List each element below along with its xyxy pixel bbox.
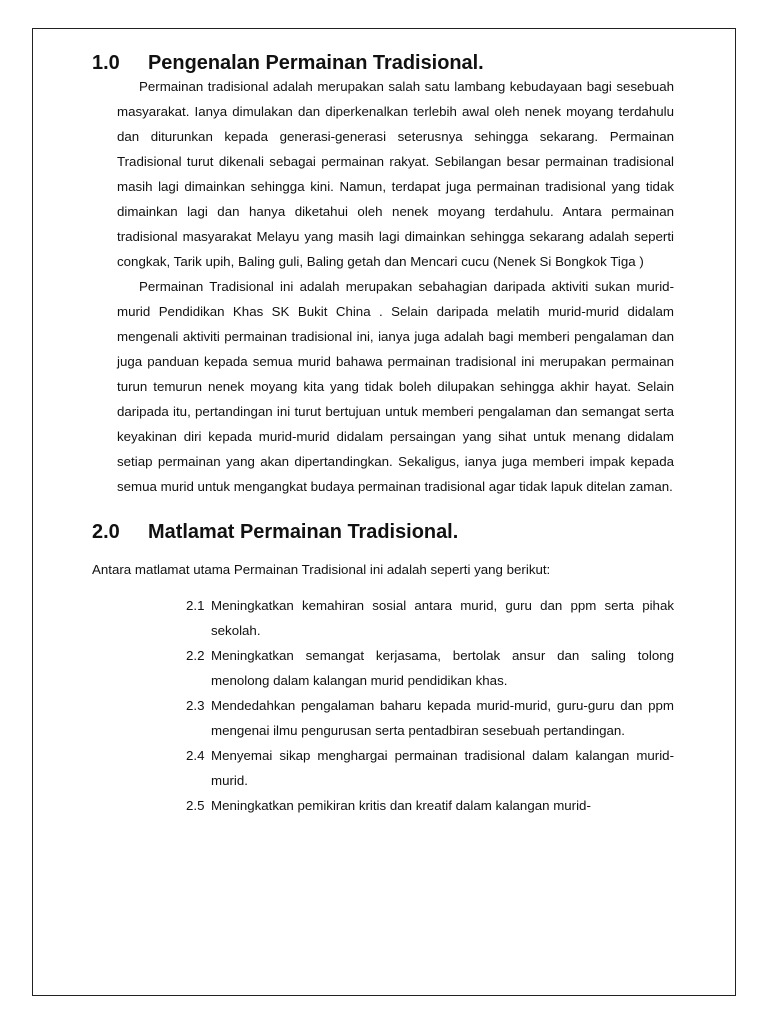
list-item [186,743,674,793]
document-body [92,52,674,818]
item-number: 2.3 [186,698,205,713]
item-text: Mendedahkan pengalaman baharu kepada murid-murid, guru-guru dan ppm mengenai ilmu pengurusan serta pentadbiran sesebuah pertandingan. [211,698,674,738]
list-item [186,793,674,818]
list-item [186,593,674,643]
objectives-list [186,593,674,818]
section-title: Matlamat Permainan Tradisional. [148,521,459,543]
section-intro: Antara matlamat utama Permainan Tradisional ini adalah seperti yang berikut: [92,562,551,577]
item-text: Meningkatkan semangat kerjasama, bertolak ansur dan saling tolong menolong dalam kalangan murid pendidikan khas. [211,648,674,688]
item-number: 2.4 [186,748,205,763]
paragraph: Permainan tradisional adalah merupakan salah satu lambang kebudayaan bagi sesebuah masyarakat. Ianya dimulakan dan diperkenalkan terlebih awal oleh nenek moyang terdahulu dan diturunkan kepada generasi-generasi seterusnya sehingga sekarang. Permainan Tradisional turut dikenali sebagai permainan rakyat. Sebilangan besar permainan tradisional masih lagi dimainkan sehingga kini. Namun, terdapat juga permainan tradisional yang tidak dimainkan lagi dan hanya diketahui oleh nenek moyang terdahulu. Antara permainan tradisional masyarakat Melayu yang masih lagi dimainkan sehingga sekarang adalah seperti congkak, Tarik upih, Baling guli, Baling getah dan Mencari cucu (Nenek Si Bongkok Tiga ) [117,79,674,269]
list-item [186,693,674,743]
paragraph: Permainan Tradisional ini adalah merupakan sebahagian daripada aktiviti sukan murid-murid Pendidikan Khas SK Bukit China . Selain daripada melatih murid-murid didalam mengenali aktiviti permainan tradisional ini, ianya juga adalah bagi memberi pengalaman dan juga panduan kepada semua murid bahawa permainan tradisional ini merupakan permainan turun temurun nenek moyang kita yang tidak boleh dilupakan sehingga akhir hayat. Selain daripada itu, pertandingan ini turut bertujuan untuk memberi pengalaman dan semangat serta keyakinan diri kepada murid-murid didalam persaingan yang sihat untuk menang didalam setiap permainan yang akan dipertandingkan. Sekaligus, ianya juga memberi impak kepada semua murid untuk mengangkat budaya permainan tradisional agar tidak lapuk ditelan zaman. [117,279,674,494]
section-2-heading [92,521,674,543]
section-number: 2.0 [92,521,120,543]
item-text: Meningkatkan pemikiran kritis dan kreatif dalam kalangan murid- [211,798,591,813]
list-item [186,643,674,693]
item-number: 2.2 [186,648,205,663]
item-number: 2.5 [186,798,205,813]
item-text: Meningkatkan kemahiran sosial antara murid, guru dan ppm serta pihak sekolah. [211,598,674,638]
item-number: 2.1 [186,598,205,613]
section-number: 1.0 [92,52,120,74]
item-text: Menyemai sikap menghargai permainan tradisional dalam kalangan murid-murid. [211,748,674,788]
section-title: Pengenalan Permainan Tradisional. [148,52,484,74]
section-1-heading [92,52,674,74]
